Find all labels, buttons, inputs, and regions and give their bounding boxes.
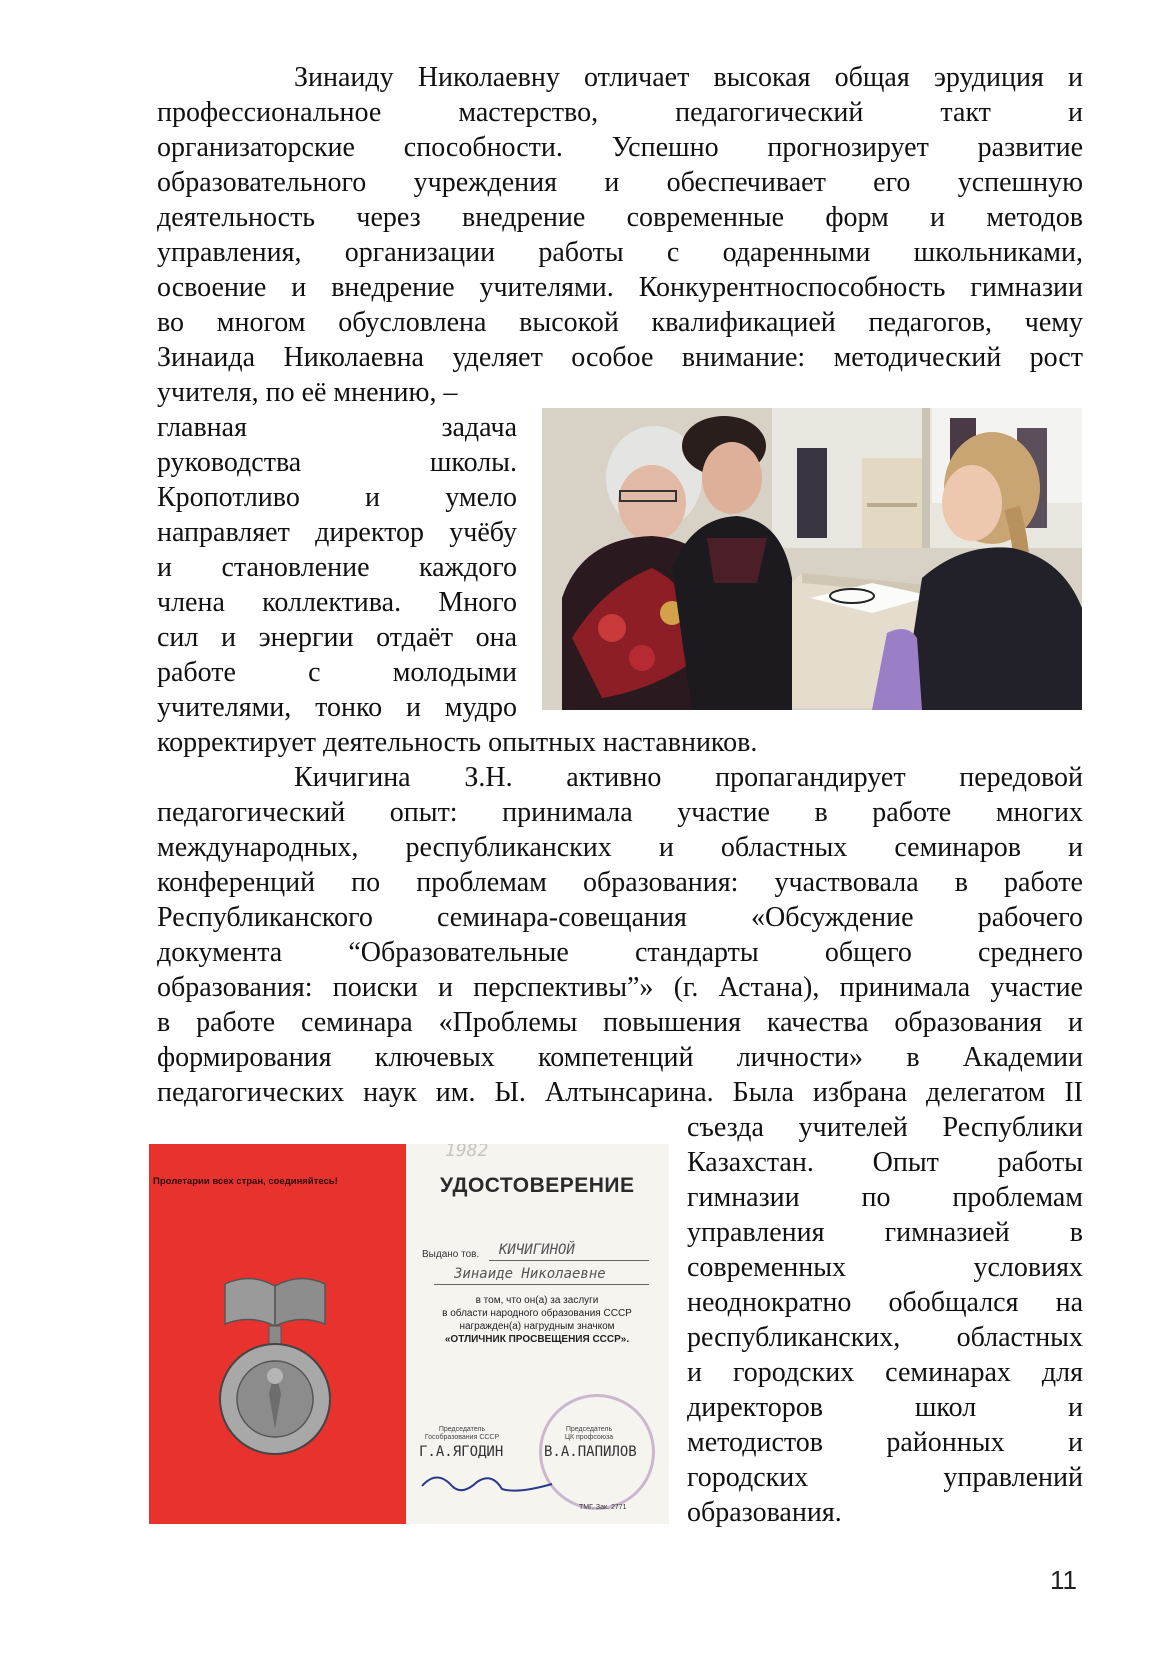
- text-line: формирования ключевых компетенций личности» в Академии: [157, 1042, 1083, 1073]
- certificate-award-name: «ОТЛИЧНИК ПРОСВЕЩЕНИЯ СССР».: [444, 1334, 630, 1345]
- text-line: гимназии по проблемам: [687, 1182, 1083, 1213]
- text-line: образования.: [687, 1497, 842, 1528]
- certificate-body-line: награжден(а) нагрудным значком: [459, 1321, 615, 1332]
- certificate-issued-label: Выдано тов.: [422, 1249, 480, 1260]
- text-line: корректирует деятельность опытных наставников.: [157, 727, 758, 758]
- text-line: освоение и внедрение учителями. Конкурентноспособность гимназии: [157, 272, 1083, 303]
- text-line: направляет директор учёбу: [157, 517, 517, 548]
- text-line: международных, республиканских и областных семинаров и: [157, 832, 1083, 863]
- text-line: образовательного учреждения и обеспечивает его успешную: [157, 167, 1083, 198]
- text-line: и становление каждого: [157, 552, 517, 583]
- text-line: учителя, по её мнению, –: [157, 377, 458, 408]
- text-line: профессиональное мастерство, педагогический такт и: [157, 97, 1083, 128]
- divider: [489, 1260, 649, 1261]
- signer1-name: Г.А.ЯГОДИН: [419, 1444, 504, 1460]
- text-line: Республиканского семинара-совещания «Обсуждение рабочего: [157, 902, 1083, 933]
- text-line: работе с молодыми: [157, 657, 517, 688]
- text-line: организаторские способности. Успешно прогнозирует развитие: [157, 132, 1083, 163]
- signer1-role-line: Гособразования СССР: [424, 1434, 500, 1441]
- divider: [434, 1284, 649, 1285]
- certificate-surname: КИЧИГИНОЙ: [499, 1242, 575, 1258]
- text-line: деятельность через внедрение современные форм и методов: [157, 202, 1083, 233]
- text-line: педагогических наук им. Ы. Алтынсарина. Была избрана делегатом II: [157, 1077, 1083, 1108]
- text-line: Казахстан. Опыт работы: [687, 1147, 1083, 1178]
- text-line: управления гимназией в: [687, 1217, 1083, 1248]
- signer1-role: [417, 1426, 507, 1442]
- certificate-motto: Пролетарии всех стран, соединяйтесь!: [153, 1176, 338, 1187]
- text-line: городских управлений: [687, 1462, 1083, 1493]
- certificate-body: [411, 1294, 663, 1346]
- text-line: образования: поиски и перспективы”» (г. Астана), принимала участие: [157, 972, 1083, 1003]
- text-line: документа “Образовательные стандарты общего среднего: [157, 937, 1083, 968]
- text-line: члена коллектива. Много: [157, 587, 517, 618]
- certificate-red-cover: [149, 1144, 406, 1524]
- text-line: неоднократно обобщался на: [687, 1287, 1083, 1318]
- text-line: методистов районных и: [687, 1427, 1083, 1458]
- medal-icon: [215, 1264, 335, 1469]
- signer1-role-line: Председатель: [438, 1426, 486, 1433]
- signature-icon: [417, 1464, 557, 1509]
- signer2-role: [544, 1426, 634, 1442]
- text-line: учителями, тонко и мудро: [157, 692, 517, 723]
- teachers-meeting-photo: [542, 408, 1082, 710]
- certificate-name: Зинаиде Николаевне: [454, 1266, 606, 1282]
- text-line: современных условиях: [687, 1252, 1083, 1283]
- text-line: главная задача: [157, 412, 517, 443]
- text-line: управления, организации работы с одаренными школьниками,: [157, 237, 1083, 268]
- text-line: руководства школы.: [157, 447, 517, 478]
- text-line: директоров школ и: [687, 1392, 1083, 1423]
- signer2-name: В.А.ПАПИЛОВ: [544, 1444, 637, 1460]
- text-line: республиканских, областных: [687, 1322, 1083, 1353]
- certificate-body-line: в том, что он(а) за заслуги: [475, 1295, 599, 1306]
- signer2-role-line: Председатель: [565, 1426, 613, 1433]
- award-certificate-image: [149, 1144, 669, 1524]
- page-number: 11: [1050, 1565, 1077, 1595]
- text-line: Кропотливо и умело: [157, 482, 517, 513]
- certificate-print-mark: ТМГ. Зак. 2771: [579, 1504, 627, 1511]
- certificate-body-line: в области народного образования СССР: [442, 1308, 632, 1319]
- text-line: съезда учителей Республики: [687, 1112, 1083, 1143]
- certificate-year-note: 1982: [445, 1144, 489, 1161]
- text-line: Зинаиду Николаевну отличает высокая общая эрудиция и: [294, 62, 1083, 93]
- text-line: Кичигина З.Н. активно пропагандирует передовой: [294, 762, 1083, 793]
- text-line: педагогический опыт: принимала участие в работе многих: [157, 797, 1083, 828]
- text-line: и городских семинарах для: [687, 1357, 1083, 1388]
- text-line: в работе семинара «Проблемы повышения качества образования и: [157, 1007, 1083, 1038]
- text-line: сил и энергии отдаёт она: [157, 622, 517, 653]
- certificate-title: УДОСТОВЕРЕНИЕ: [440, 1174, 635, 1197]
- text-line: во многом обусловлена высокой квалификацией педагогов, чему: [157, 307, 1083, 338]
- signer2-role-line: ЦК профсоюза: [564, 1434, 614, 1441]
- text-line: Зинаида Николаевна уделяет особое внимание: методический рост: [157, 342, 1083, 373]
- text-line: конференций по проблемам образования: участвовала в работе: [157, 867, 1083, 898]
